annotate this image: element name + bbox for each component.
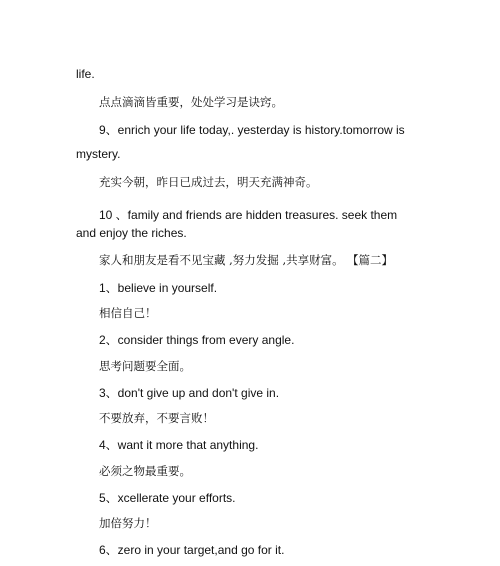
text-line-zh-2: 充实今朝，昨日已成过去，明天充满神奇。 [99,175,318,189]
text-line-item-1: 1、believe in yourself. [99,281,218,295]
text-line-item-2: 2、consider things from every angle. [99,333,295,347]
text-line-item-5: 5、xcellerate your efforts. [99,491,236,505]
text-line-zh-3 [0,252,500,268]
text-line-item-4: 4、want it more that anything. [99,438,259,452]
text-line-item-3: 3、don't give up and don't give in. [99,386,280,400]
text-zh-3-main: 家人和朋友是看不见宝藏 ,努力发掘 ,共享财富。 [99,253,344,267]
section-tag: 【篇二】 [347,253,393,267]
text-line-riches: and enjoy the riches. [76,226,187,240]
text-line-mystery: mystery. [76,147,121,161]
text-line-zh-8: 加倍努力！ [99,516,157,530]
text-line-item-9: 9、enrich your life today,. yesterday is history.tomorrow is [99,123,405,137]
text-line-zh-6: 不要放弃，不要言败！ [99,411,214,425]
text-line-zh-7: 必须之物最重要。 [99,464,191,478]
text-line-zh-1: 点点滴滴皆重要，处处学习是诀窍。 [99,95,283,109]
text-line-zh-4: 相信自己！ [99,306,157,320]
text-line-zh-5: 思考问题要全面。 [99,359,191,373]
text-line-life: life. [76,67,95,81]
text-line-item-10: 10 、family and friends are hidden treasures. seek them [99,208,398,222]
text-line-item-6: 6、zero in your target,and go for it. [99,543,285,557]
